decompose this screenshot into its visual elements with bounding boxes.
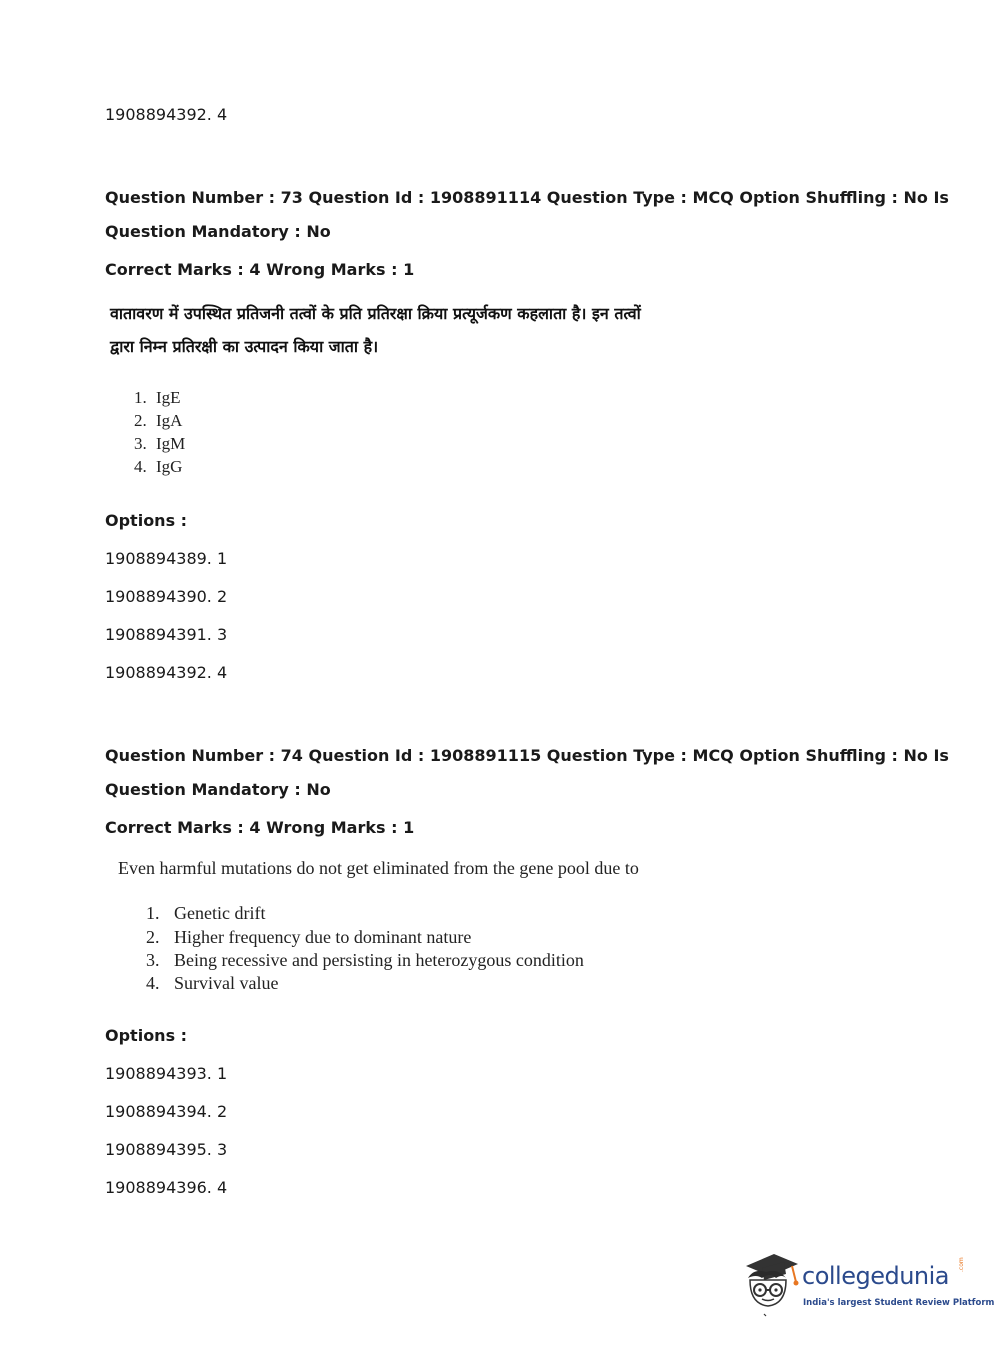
collegedunia-logo <box>740 1248 995 1320</box>
q73-choice-2: 2. IgA <box>134 411 183 430</box>
mascot-icon <box>740 1248 802 1320</box>
q73-choice-4: 4. IgG <box>134 457 183 476</box>
prev-option-4: 1908894392. 4 <box>105 105 228 124</box>
q73-options-label: Options : <box>105 511 188 530</box>
q74-marks: Correct Marks : 4 Wrong Marks : 1 <box>105 818 415 837</box>
q74-choice-2: 2. Higher frequency due to dominant nature <box>146 927 472 947</box>
q74-header-line1: Question Number : 74 Question Id : 1908891115 Question Type : MCQ Option Shuffling : No Is <box>105 746 949 765</box>
q74-choice-3: 3. Being recessive and persisting in heterozygous condition <box>146 950 584 970</box>
q74-choice-1: 1. Genetic drift <box>146 903 266 923</box>
q74-question: Even harmful mutations do not get eliminated from the gene pool due to <box>118 858 639 878</box>
q73-header-line2: Question Mandatory : No <box>105 222 331 241</box>
q73-question-line2: द्वारा निम्न प्रतिरक्षी का उत्पादन किया जाता है। <box>110 337 379 356</box>
q74-option-3: 1908894395. 3 <box>105 1140 228 1159</box>
logo-brand-text: collegedunia <box>802 1262 950 1290</box>
q74-option-2: 1908894394. 2 <box>105 1102 228 1121</box>
logo-tagline: India's largest Student Review Platform <box>803 1298 995 1308</box>
q74-options-label: Options : <box>105 1026 188 1045</box>
q73-header-line1: Question Number : 73 Question Id : 1908891114 Question Type : MCQ Option Shuffling : No Is <box>105 188 949 207</box>
q73-question-line1: वातावरण में उपस्थित प्रतिजनी तत्वों के प्रति प्रतिरक्षा क्रिया प्रत्यूर्जकण कहलाता है। इन तत्वों <box>110 304 641 323</box>
q73-option-1: 1908894389. 1 <box>105 549 228 568</box>
q74-choice-4: 4. Survival value <box>146 973 279 993</box>
q73-option-4: 1908894392. 4 <box>105 663 228 682</box>
q73-choice-1: 1. IgE <box>134 388 181 407</box>
q73-option-2: 1908894390. 2 <box>105 587 228 606</box>
q73-option-3: 1908894391. 3 <box>105 625 228 644</box>
q74-header-line2: Question Mandatory : No <box>105 780 331 799</box>
q73-choice-3: 3. IgM <box>134 434 186 453</box>
logo-com-text: .com <box>958 1257 965 1272</box>
q73-marks: Correct Marks : 4 Wrong Marks : 1 <box>105 260 415 279</box>
q74-option-1: 1908894393. 1 <box>105 1064 228 1083</box>
q74-option-4: 1908894396. 4 <box>105 1178 228 1197</box>
